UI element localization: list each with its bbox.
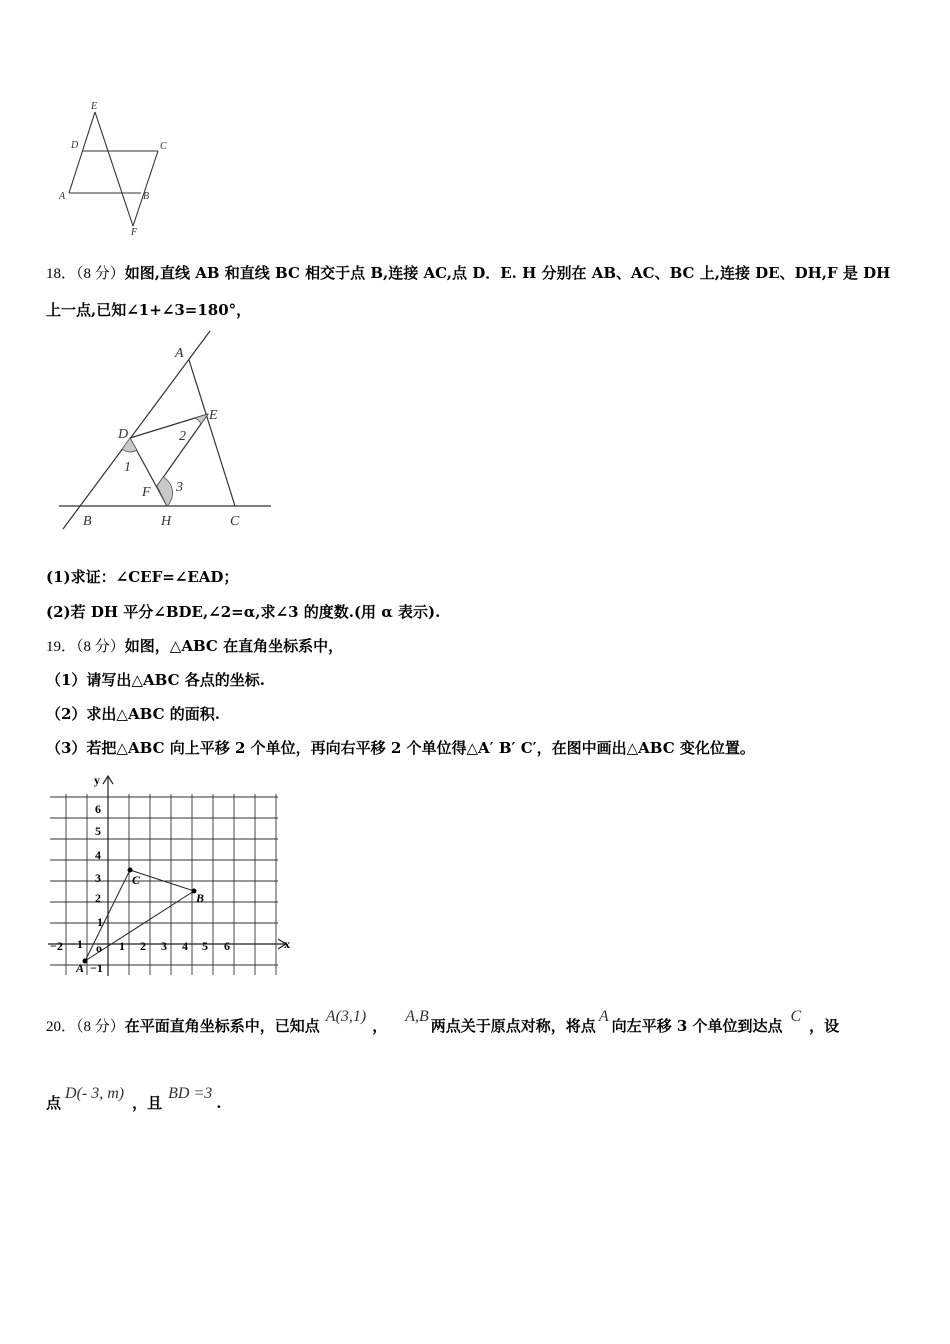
x-tick-5: 5 (202, 939, 208, 953)
y-tick-2: 2 (95, 891, 101, 905)
q19-part2: （2）求出△ABC 的面积. (46, 705, 220, 723)
q20-text-6: 点 (46, 1094, 62, 1112)
point-d-math: D(- 3, m) (65, 1085, 125, 1102)
y-tick-3: 3 (95, 871, 101, 885)
q18-score: （8 分） (76, 266, 125, 282)
segment-ac (189, 360, 235, 506)
angle-3-mark (157, 477, 173, 506)
point-c (128, 868, 133, 873)
label-f: F (131, 227, 138, 238)
x-tick-1: 1 (119, 939, 125, 953)
q19-number: 19． (46, 639, 77, 655)
points-ab-math: A,B (405, 1008, 429, 1025)
bd-equation: BD =3 (168, 1085, 213, 1102)
q20-text-3: 两点关于原点对称，将点 (430, 1017, 596, 1035)
label-e: E (91, 101, 98, 112)
q18-part1: (1)求证：∠CEF=∠EAD； (46, 568, 239, 586)
q18-text-line1: 如图,直线 AB 和直线 BC 相交于点 B,连接 AC,点 D．E. H 分别在 AB、AC、BC 上,连接 DE、DH,F 是 DH (124, 264, 891, 282)
segment-cf (133, 151, 158, 226)
label-1: 1 (124, 460, 131, 475)
q19-score: （8 分） (76, 639, 125, 655)
origin-label: o (96, 941, 102, 955)
q20-line2 (46, 1085, 222, 1113)
label-3: 3 (176, 480, 183, 495)
y-tick-neg1: −1 (90, 961, 103, 975)
q20-text-4: 向左平移 3 个单位到达点 (611, 1017, 783, 1035)
label-c: C (160, 141, 167, 152)
label-f: F (142, 485, 151, 500)
label-b: B (143, 191, 150, 202)
label-c: C (132, 873, 141, 887)
label-a: A (76, 961, 85, 975)
label-d: D (118, 427, 129, 442)
label-a: A (175, 346, 184, 361)
label-c: C (230, 514, 240, 529)
figure-17 (55, 98, 180, 240)
q19-part3: （3）若把△ABC 向上平移 2 个单位，再向右平移 2 个单位得△A′ B′ C′，在图中画出△ABC 变化位置。 (46, 739, 755, 757)
label-d: D (71, 140, 79, 151)
label-b: B (83, 514, 92, 529)
x-tick-neg1: −1 (70, 937, 83, 951)
q20-line1 (46, 1008, 840, 1036)
point-a-math: A(3,1) (325, 1008, 367, 1025)
x-axis-label: x (284, 937, 290, 951)
x-tick-4: 4 (182, 939, 188, 953)
y-tick-4: 4 (95, 848, 101, 862)
point-c-symbol: C (790, 1008, 802, 1025)
segment-fe (157, 414, 208, 486)
q19-intro: 如图，△ABC 在直角坐标系中， (124, 637, 344, 655)
label-a: A (59, 191, 66, 202)
q20-score: （8 分） (76, 1019, 125, 1035)
y-tick-6: 6 (95, 802, 101, 816)
q20-text-5: ，设 (809, 1017, 840, 1035)
q18-line2: 上一点,已知∠1+∠3=180°， (46, 301, 252, 319)
x-tick-3: 3 (161, 939, 167, 953)
x-tick-6: 6 (224, 939, 230, 953)
q18-number: 18． (46, 266, 77, 282)
label-e: E (209, 408, 218, 423)
point-a-symbol: A (598, 1008, 609, 1025)
q19-intro-line (46, 635, 343, 656)
segment-ef (95, 112, 133, 226)
label-h: H (161, 514, 172, 529)
q18-line1 (46, 262, 890, 283)
segment-ea (69, 112, 95, 193)
y-tick-1: 1 (97, 915, 103, 929)
x-tick-neg2: −2 (50, 939, 63, 953)
line-ab (63, 331, 210, 529)
q20-text-2: ， (372, 1017, 388, 1035)
q19-part1: （1）请写出△ABC 各点的坐标. (46, 671, 265, 689)
q20-text-1: 在平面直角坐标系中，已知点 (124, 1017, 320, 1035)
y-axis-label: y (94, 773, 100, 787)
q20-text-7: ，且 (132, 1094, 163, 1112)
q18-part2: (2)若 DH 平分∠BDE,∠2=α,求∠3 的度数.(用 α 表示). (46, 603, 441, 621)
q20-number: 20． (46, 1019, 77, 1035)
x-tick-2: 2 (140, 939, 146, 953)
q20-text-8: . (216, 1094, 222, 1112)
y-tick-5: 5 (95, 824, 101, 838)
figure-19-grid (46, 772, 296, 978)
label-b: B (196, 891, 205, 905)
figure-18 (55, 327, 280, 535)
label-2: 2 (179, 429, 186, 444)
